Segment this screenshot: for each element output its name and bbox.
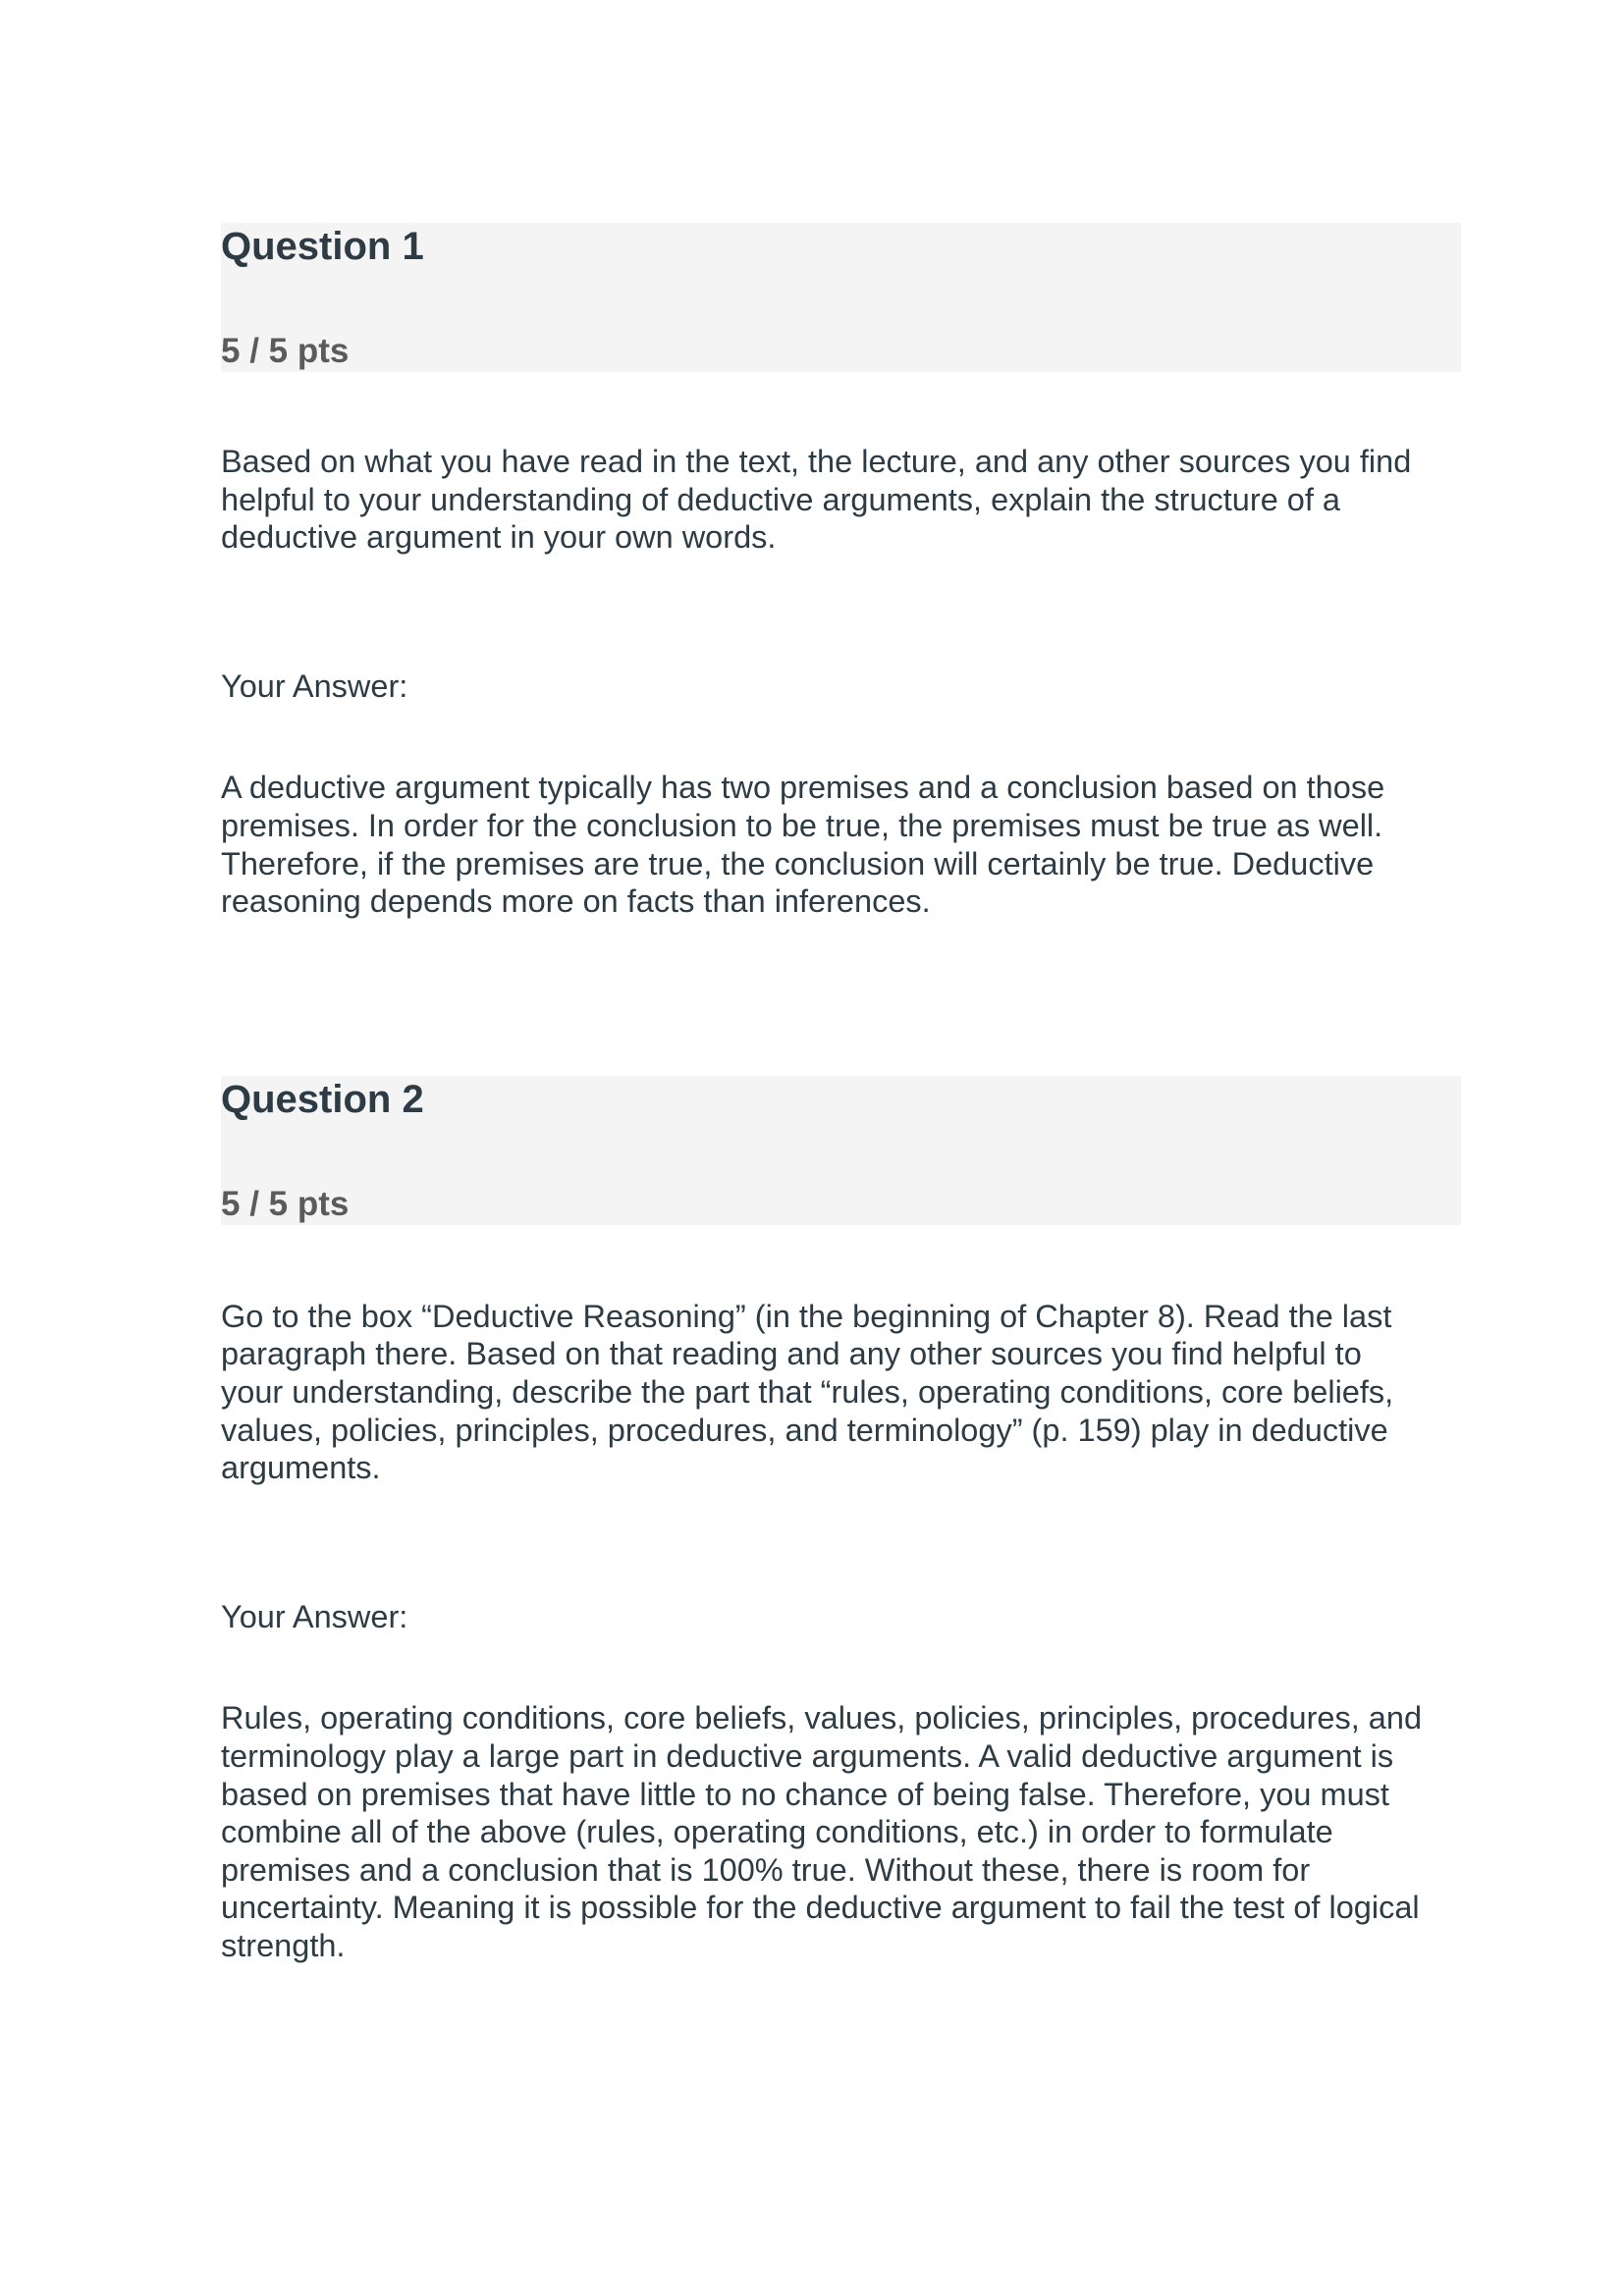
question-1-answer-label: Your Answer:	[221, 667, 408, 704]
question-2-prompt: Go to the box “Deductive Reasoning” (in the beginning of Chapter 8). Read the last paragraph there. Based on that reading and any other sources you find helpful to your understanding, describe the part that “rules, operating conditions, core beliefs, values, policies, principles, procedures, and terminology” (p. 159) play in deductive arguments.	[221, 1298, 1394, 1486]
question-1	[221, 223, 1461, 921]
question-2-title: Question 2	[221, 1077, 424, 1121]
quiz-results-page	[221, 223, 1461, 1964]
question-1-prompt: Based on what you have read in the text, the lecture, and any other sources you find helpful to your understanding of deductive arguments, explain the structure of a deductive argument in your own words.	[221, 444, 1412, 556]
question-1-answer: A deductive argument typically has two premises and a conclusion based on those premises. In order for the conclusion to be true, the premises must be true as well. Therefore, if the premises are true, the conclusion will certainly be true. Deductive reasoning depends more on facts than inferences.	[221, 770, 1385, 920]
question-1-title: Question 1	[221, 225, 424, 268]
question-2	[221, 1076, 1461, 1965]
question-2-answer: Rules, operating conditions, core beliefs, values, policies, principles, procedures, and terminology play a large part in deductive arguments. A valid deductive argument is based on premises that have little to no chance of being false. Therefore, you must combine all of the above (rules, operating conditions, etc.) in order to formulate premises and a conclusion that is 100% true. Without these, there is room for uncertainty. Meaning it is possible for the deductive argument to fail the test of logical strength.	[221, 1700, 1423, 1963]
question-2-header	[221, 1076, 1461, 1225]
question-1-score: 5 / 5 pts	[221, 332, 350, 370]
question-2-score: 5 / 5 pts	[221, 1184, 350, 1223]
question-2-answer-label: Your Answer:	[221, 1598, 408, 1634]
question-1-header	[221, 223, 1461, 372]
